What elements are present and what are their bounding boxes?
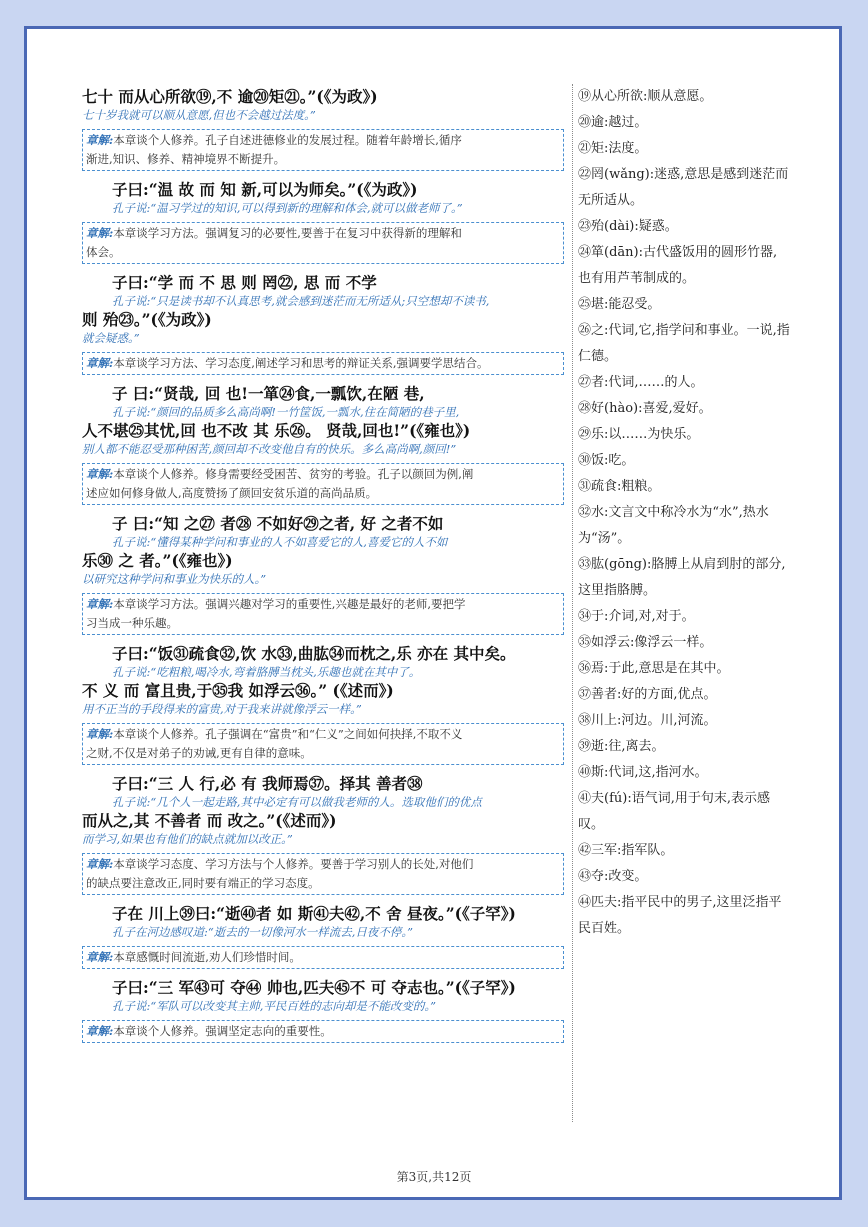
glossary-item: ㉚饭:吃。 [578,453,635,468]
passage-block [82,977,564,1043]
glossary-item: ㉟如浮云:像浮云一样。 [578,635,713,650]
glossary-item: ⑲从心所欲:顺从意愿。 [578,89,713,104]
note-text: 本章谈学习态度、学习方法与个人修养。要善于学习别人的长处,对他们 [113,857,474,871]
passage-block [82,513,564,635]
passage-line: 子曰:“学 而 不 思 则 罔㉒, 思 而 不学 [112,273,377,292]
glossary-item: ㊴逝:往,离去。 [578,739,665,754]
glossary-item: ㊵斯:代词,这,指河水。 [578,765,708,780]
passage-line: 不 义 而 富且贵,于㉟我 如浮云㊱。” (《述而》) [82,681,394,700]
passage-line: 而从之,其 不善者 而 改之。”(《述而》) [82,811,337,830]
translation-line: 孔子说:“温习学过的知识,可以得到新的理解和体会,就可以做老师了。” [112,201,463,215]
chapter-note [82,723,564,765]
glossary-item: ㉓殆(dài):疑惑。 [578,219,678,234]
passage-block [82,272,564,375]
glossary-item: ㉘好(hào):喜爱,爱好。 [578,401,712,416]
passage-line: 人不堪㉕其忧,回 也不改 其 乐㉖。 贤哉,回也!”(《雍也》) [82,421,471,440]
column-divider [572,84,573,1122]
note-text: 本章谈个人修养。孔子自述进德修业的发展过程。随着年龄增长,循序 [113,133,462,147]
translation-line: 别人都不能忍受那种困苦,颜回却不改变他自有的快乐。多么高尚啊,颜回!” [82,442,457,456]
translation-line: 七十岁我就可以顺从意愿,但也不会越过法度。” [82,108,316,122]
note-text: 本章谈个人修养。强调坚定志向的重要性。 [113,1024,332,1038]
glossary-item: ㊶夫(fú):语气词,用于句末,表示感叹。 [578,791,770,832]
chapter-note [82,222,564,264]
chapter-note [82,853,564,895]
glossary-item: ⑳逾:越过。 [578,115,648,130]
note-text: 本章谈个人修养。孔子强调在“富贵”和“仁义”之间如何抉择,不取不义 [113,727,463,741]
note-text: 体会。 [86,245,121,259]
translation-line: 孔子说:“军队可以改变其主帅,平民百姓的志向却是不能改变的。” [112,999,437,1013]
note-label: 章解: [86,133,114,147]
page-number: 第3页,共12页 [396,1170,472,1184]
glossary-item: ㊷三军:指军队。 [578,843,674,858]
note-text: 本章谈学习方法。强调复习的必要性,要善于在复习中获得新的理解和 [113,226,462,240]
passage-block [82,179,564,264]
passage-line: 子在 川上㊴曰:“逝㊵者 如 斯㊶夫㊷,不 舍 昼夜。”(《子罕》) [112,904,516,923]
note-text: 本章谈学习方法。强调兴趣对学习的重要性,兴趣是最好的老师,要把学 [113,597,466,611]
chapter-note [82,352,564,375]
passage-block [82,903,564,969]
note-label: 章解: [86,356,114,370]
note-text: 习当成一种乐趣。 [86,616,178,630]
glossary-item: ㉑矩:法度。 [578,141,648,156]
glossary-item: ㊲善者:好的方面,优点。 [578,687,717,702]
passage-line: 乐㉚ 之 者。”(《雍也》) [82,551,233,570]
note-text: 渐进,知识、修养、精神境界不断提升。 [86,152,286,166]
note-text: 本章谈学习方法、学习态度,阐述学习和思考的辩证关系,强调要学思结合。 [113,356,489,370]
passage-line: 七十 而从心所欲⑲,不 逾⑳矩㉑。”(《为政》) [82,87,378,106]
note-label: 章解: [86,950,114,964]
passage-line: 子曰:“饭㉛疏食㉜,饮 水㉝,曲肱㉞而枕之,乐 亦在 其中矣。 [112,644,516,663]
glossary-item: ㊱焉:于此,意思是在其中。 [578,661,730,676]
translation-line: 孔子说:“颜回的品质多么高尚啊!一竹筐饭,一瓢水,住在简陋的巷子里, [112,405,460,419]
translation-line: 孔子说:“只是读书却不认真思考,就会感到迷茫而无所适从;只空想却不读书, [112,294,490,308]
translation-line: 用不正当的手段得来的富贵,对于我来讲就像浮云一样。” [82,702,362,716]
note-label: 章解: [86,467,114,481]
translation-line: 就会疑惑。” [82,331,140,345]
translation-line: 而学习,如果也有他们的缺点就加以改正。” [82,832,293,846]
passage-line: 子 曰:“贤哉, 回 也!一箪㉔食,一瓢饮,在陋 巷, [112,384,425,403]
glossary-item: ㉗者:代词,……的人。 [578,375,704,390]
translation-line: 孔子说:“几个人一起走路,其中必定有可以做我老师的人。选取他们的优点 [112,795,482,809]
glossary-column [578,84,790,942]
chapter-note [82,593,564,635]
note-label: 章解: [86,727,114,741]
passage-line: 子曰:“温 故 而 知 新,可以为师矣。”(《为政》) [112,180,418,199]
glossary-item: ㊳川上:河边。川,河流。 [578,713,717,728]
glossary-item: ㊹匹夫:指平民中的男子,这里泛指平民百姓。 [578,895,782,936]
passage-block [82,773,564,895]
note-label: 章解: [86,857,114,871]
note-text: 之财,不仅是对弟子的劝诫,更有自律的意味。 [86,746,312,760]
translation-line: 孔子说:“吃粗粮,喝冷水,弯着胳膊当枕头,乐趣也就在其中了。 [112,665,421,679]
passage-line: 子 曰:“知 之㉗ 者㉘ 不如好㉙之者, 好 之者不如 [112,514,444,533]
translation-line: 以研究这种学问和事业为快乐的人。” [82,572,267,586]
note-label: 章解: [86,226,114,240]
glossary-item: ㊸夺:改变。 [578,869,648,884]
note-text: 述应如何修身做人,高度赞扬了颜回安贫乐道的高尚品质。 [86,486,378,500]
passage-block [82,383,564,505]
glossary-item: ㉕堪:能忍受。 [578,297,661,312]
chapter-note [82,129,564,171]
note-label: 章解: [86,1024,114,1038]
note-text: 的缺点要注意改正,同时要有端正的学习态度。 [86,876,320,890]
passage-block [82,643,564,765]
passage-line: 子曰:“三 军㊸可 夺㊹ 帅也,匹夫㊺不 可 夺志也。”(《子罕》) [112,978,516,997]
glossary-item: ㉞于:介词,对,对于。 [578,609,695,624]
glossary-item: ㉔箪(dān):古代盛饭用的圆形竹器,也有用芦苇制成的。 [578,245,778,286]
glossary-item: ㉜水:文言文中称冷水为“水”,热水为“汤”。 [578,505,769,546]
glossary-item: ㉛疏食:粗粮。 [578,479,661,494]
translation-line: 孔子在河边感叹道:“逝去的一切像河水一样流去,日夜不停。” [112,925,414,939]
chapter-note [82,1020,564,1043]
translation-line: 孔子说:“懂得某种学问和事业的人不如喜爱它的人,喜爱它的人不如 [112,535,448,549]
passage-line: 则 殆㉓。”(《为政》) [82,310,212,329]
note-text: 本章谈个人修养。修身需要经受困苦、贫穷的考验。孔子以颜回为例,阐 [113,467,474,481]
glossary-item: ㉒罔(wǎng):迷惑,意思是感到迷茫而无所适从。 [578,167,789,208]
note-text: 本章感慨时间流逝,劝人们珍惜时间。 [113,950,301,964]
chapter-note [82,946,564,969]
note-label: 章解: [86,597,114,611]
glossary-item: ㉝肱(gōng):胳膊上从肩到肘的部分,这里指胳膊。 [578,557,786,598]
passage-line: 子曰:“三 人 行,必 有 我师焉㊲。择其 善者㊳ [112,774,423,793]
passage-block [82,86,564,171]
chapter-note [82,463,564,505]
main-text-column [82,86,564,1051]
glossary-item: ㉖之:代词,它,指学问和事业。一说,指仁德。 [578,323,790,364]
glossary-item: ㉙乐:以……为快乐。 [578,427,700,442]
